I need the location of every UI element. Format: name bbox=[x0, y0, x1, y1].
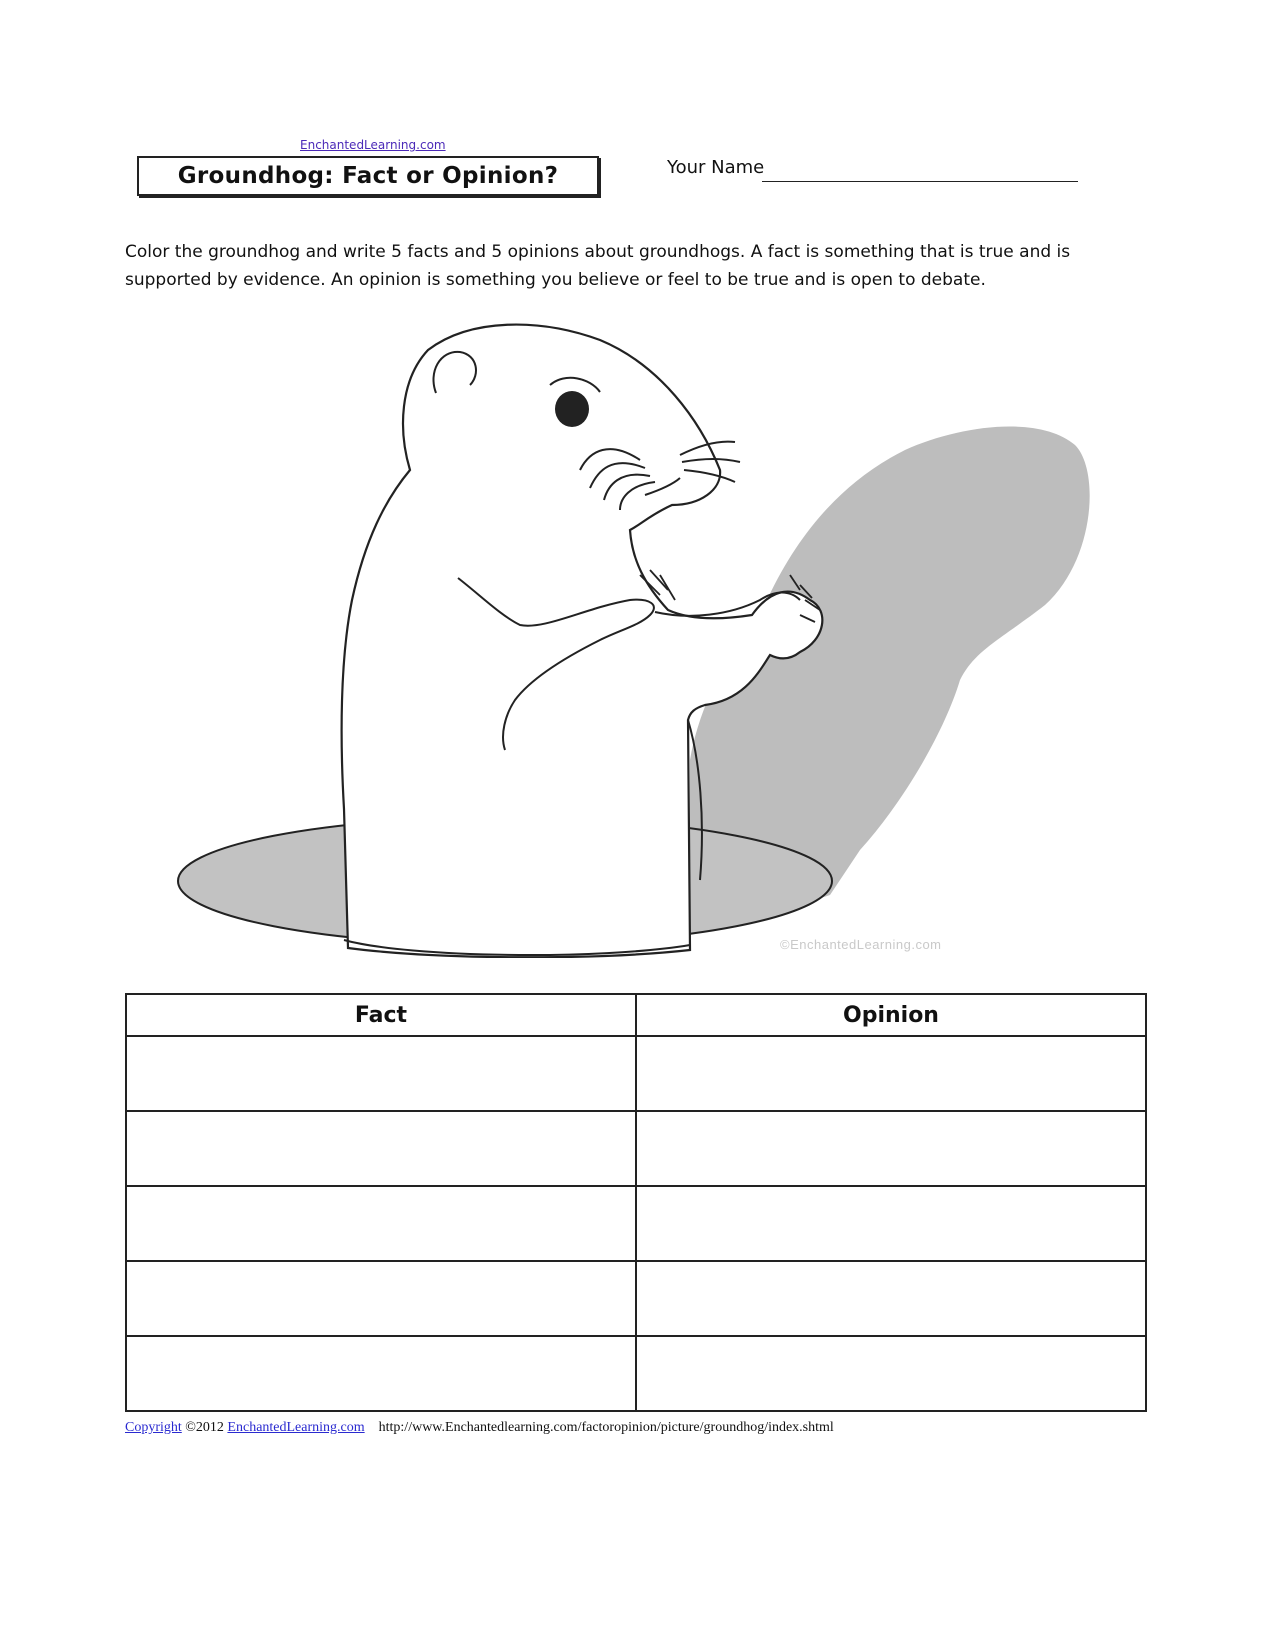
table-row bbox=[126, 1111, 1146, 1186]
table-row bbox=[126, 1336, 1146, 1411]
title-box bbox=[137, 156, 599, 196]
opinion-cell-5[interactable] bbox=[636, 1336, 1146, 1411]
illustration-watermark: ©EnchantedLearning.com bbox=[780, 937, 942, 952]
table-row bbox=[126, 1036, 1146, 1111]
column-header-fact: Fact bbox=[126, 994, 636, 1036]
name-label: Your Name bbox=[667, 157, 765, 178]
footer-url: http://www.Enchantedlearning.com/factoropinion/picture/groundhog/index.shtml bbox=[378, 1420, 834, 1435]
fact-cell-1[interactable] bbox=[126, 1036, 636, 1111]
fact-cell-2[interactable] bbox=[126, 1111, 636, 1186]
name-line bbox=[762, 181, 1078, 182]
groundhog-illustration bbox=[170, 318, 1090, 958]
footer-site-link[interactable]: EnchantedLearning.com bbox=[227, 1420, 365, 1435]
column-header-opinion: Opinion bbox=[636, 994, 1146, 1036]
footer bbox=[125, 1420, 834, 1436]
fact-cell-5[interactable] bbox=[126, 1336, 636, 1411]
copyright-link[interactable]: Copyright bbox=[125, 1420, 182, 1435]
opinion-cell-1[interactable] bbox=[636, 1036, 1146, 1111]
fact-cell-3[interactable] bbox=[126, 1186, 636, 1261]
table-row bbox=[126, 1261, 1146, 1336]
groundhog-eye bbox=[555, 391, 589, 427]
table-row bbox=[126, 1186, 1146, 1261]
opinion-cell-2[interactable] bbox=[636, 1111, 1146, 1186]
copyright-year: ©2012 bbox=[185, 1420, 224, 1435]
opinion-cell-4[interactable] bbox=[636, 1261, 1146, 1336]
fact-cell-4[interactable] bbox=[126, 1261, 636, 1336]
fact-opinion-table bbox=[125, 993, 1147, 1412]
site-link-top[interactable]: EnchantedLearning.com bbox=[300, 138, 446, 152]
instructions: Color the groundhog and write 5 facts and 5 opinions about groundhogs. A fact is something that is true and is supported by evidence. An opinion is something you believe or feel to be true and is open to debate. bbox=[125, 242, 1071, 290]
page-title: Groundhog: Fact or Opinion? bbox=[177, 163, 559, 189]
table-header-row bbox=[126, 994, 1146, 1036]
opinion-cell-3[interactable] bbox=[636, 1186, 1146, 1261]
